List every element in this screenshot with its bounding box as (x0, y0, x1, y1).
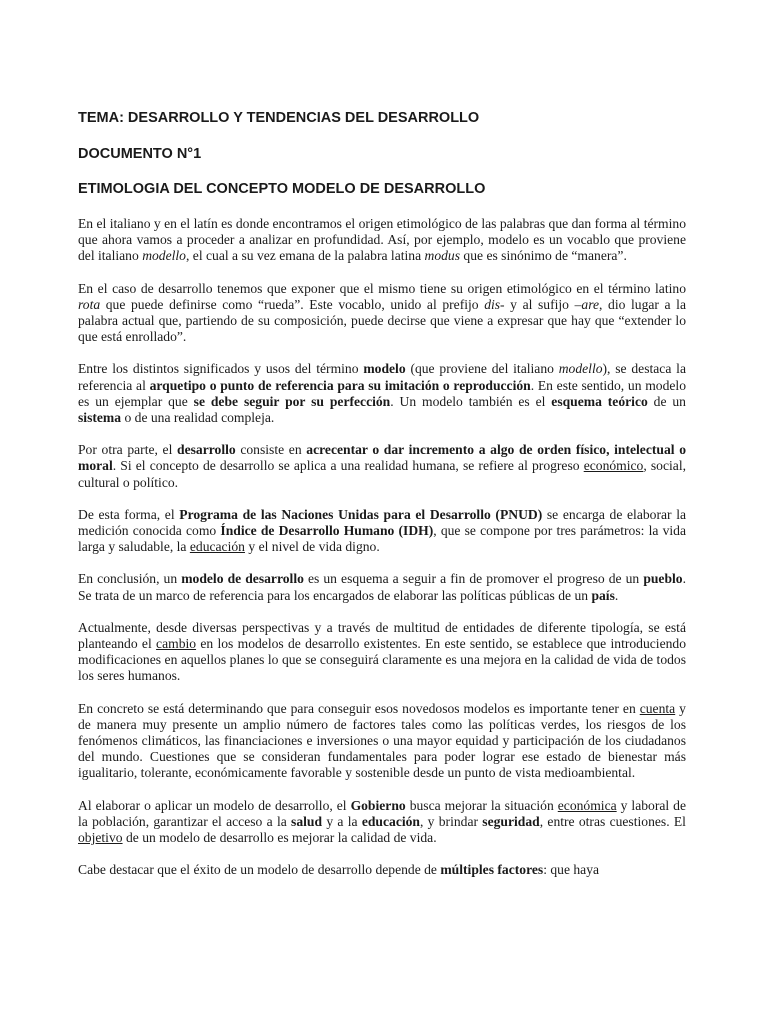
text-run: y de manera muy presente un amplio número de factores tales como las políticas verdes, los riesgos de los fenómenos climáticos, las financiaciones e inversiones o una mayor equidad y participación de los ciudadanos del mundo. Cuestiones que se consideran fundamentales para poder lograr ese estado de bienestar más igualitario, tolerante, económicamente favorable y sostenible desde un punto de vista medioambiental. (78, 700, 686, 781)
bold-term: múltiples factores (440, 862, 544, 878)
bold-term: Gobierno (350, 797, 406, 813)
text-run: , social, cultural o político. (78, 458, 686, 490)
text-run: . En este sentido, un modelo es un ejemplar que (78, 377, 686, 409)
italic-term: modello (558, 361, 603, 377)
document-number-heading: DOCUMENTO N°1 (78, 146, 202, 162)
text-run: En concreto se está determinando que para conseguir esos novedosos modelos es importante tener en (78, 700, 640, 716)
linked-term: económico (583, 458, 644, 474)
linked-term: económica (557, 797, 617, 813)
text-run: . Un modelo también es el (390, 393, 552, 409)
text-run: , y brindar (419, 813, 483, 829)
text-run: en los modelos de desarrollo existentes. En este sentido, se establece que introduciendo modificaciones en aquellos planes lo que se conseguirá claramente es una mejora en la calidad de vida de todos los seres humanos. (78, 636, 686, 684)
text-run: y el nivel de vida digno. (244, 539, 380, 555)
text-run: y a la (322, 813, 362, 829)
linked-term: educación (189, 539, 245, 555)
topic-heading: TEMA: DESARROLLO Y TENDENCIAS DEL DESARROLLO (78, 110, 480, 126)
paragraph-8 (78, 701, 686, 782)
text-run: y al sufijo – (504, 296, 582, 312)
bold-term: acrecentar o dar incremento a algo de orden físico, intelectual o moral (78, 442, 686, 474)
text-run: consiste en (235, 442, 307, 458)
italic-term: dis- (484, 296, 505, 312)
bold-term: modelo de desarrollo (181, 571, 304, 587)
text-run: de un (647, 393, 686, 409)
text-run: De esta forma, el (78, 506, 180, 522)
document-body (78, 216, 686, 895)
italic-term: are (581, 296, 600, 312)
text-run: En conclusión, un (78, 571, 182, 587)
bold-term: salud (291, 813, 323, 829)
text-run: es un esquema a seguir a fin de promover el progreso de un (303, 571, 644, 587)
paragraph-2 (78, 281, 686, 346)
paragraph-7 (78, 620, 686, 685)
text-run: Actualmente, desde diversas perspectivas y a través de multitud de entidades de diferente tipología, se está planteando el (78, 619, 686, 652)
text-run: Entre los distintos significados y usos del término (78, 361, 364, 377)
bold-term: sistema (78, 410, 122, 426)
text-run: se encarga de elaborar la medición conocida como (78, 506, 687, 539)
text-run: o de una realidad compleja. (121, 410, 275, 426)
bold-term: educación (361, 813, 420, 829)
linked-term: cambio (156, 636, 197, 652)
bold-term: modelo (363, 361, 406, 377)
text-run: , que se compone por tres parámetros: la vida larga y saludable, la (78, 523, 686, 555)
text-run: Al elaborar o aplicar un modelo de desarrollo, el (78, 797, 351, 813)
text-run: que es sinónimo de “manera”. (460, 248, 627, 264)
paragraph-4 (78, 442, 686, 491)
bold-term: arquetipo o punto de referencia para su imitación o reproducción (149, 377, 531, 393)
bold-term: país (591, 587, 615, 603)
text-run: Cabe destacar que el éxito de un modelo de desarrollo depende de (78, 862, 441, 878)
bold-term: Programa de las Naciones Unidas para el Desarrollo (PNUD) (179, 506, 543, 522)
linked-term: objetivo (78, 830, 123, 846)
text-run: . Si el concepto de desarrollo se aplica a una realidad humana, se refiere al progreso (112, 458, 584, 474)
bold-term: se debe seguir por su perfección (193, 393, 391, 409)
paragraph-6 (78, 571, 686, 603)
text-run: que puede definirse como “rueda”. Este vocablo, unido al prefijo (100, 296, 485, 312)
text-run: : que haya (543, 862, 600, 878)
bold-term: desarrollo (177, 442, 236, 458)
text-run: En el caso de desarrollo tenemos que exponer que el mismo tiene su origen etimológico en el término latino (78, 280, 686, 296)
italic-term: modus (424, 248, 461, 264)
text-run: , dio lugar a la palabra actual que, partiendo de su composición, puede decirse que viene a expresar que hay que “extender lo que está enrollado”. (78, 296, 686, 345)
bold-term: seguridad (482, 813, 540, 829)
paragraph-5 (78, 507, 686, 556)
text-run: y laboral de la población, garantizar el acceso a la (78, 797, 686, 829)
text-run: (que proviene del italiano (405, 361, 559, 377)
linked-term: cuenta (639, 700, 676, 716)
text-run: . Se trata de un marco de referencia para los encargados de elaborar las políticas públicas de un (78, 571, 687, 603)
text-run: . (614, 587, 619, 603)
bold-term: pueblo (643, 571, 683, 587)
italic-term: modello (142, 248, 186, 264)
text-run: En el italiano y en el latín es donde encontramos el origen etimológico de las palabras que dan forma al término que ahora vamos a proceder a analizar en profundidad. Así, por ejemplo, modelo es un vocablo que proviene del italiano (78, 216, 686, 264)
paragraph-10 (78, 862, 686, 878)
bold-term: esquema teórico (551, 393, 648, 409)
text-run: ), se destaca la referencia al (78, 361, 686, 393)
bold-term: Índice de Desarrollo Humano (IDH) (220, 523, 434, 539)
paragraph-1 (78, 216, 686, 265)
text-run: , entre otras cuestiones. El (539, 813, 686, 829)
paragraph-3 (78, 361, 686, 426)
text-run: busca mejorar la situación (405, 797, 558, 813)
text-run: Por otra parte, el (78, 442, 178, 458)
section-heading: ETIMOLOGIA DEL CONCEPTO MODELO DE DESARROLLO (78, 181, 486, 197)
paragraph-9 (78, 798, 686, 847)
text-run: , el cual a su vez emana de la palabra latina (185, 248, 425, 264)
text-run: de un modelo de desarrollo es mejorar la calidad de vida. (122, 830, 437, 846)
italic-term: rota (78, 296, 101, 312)
